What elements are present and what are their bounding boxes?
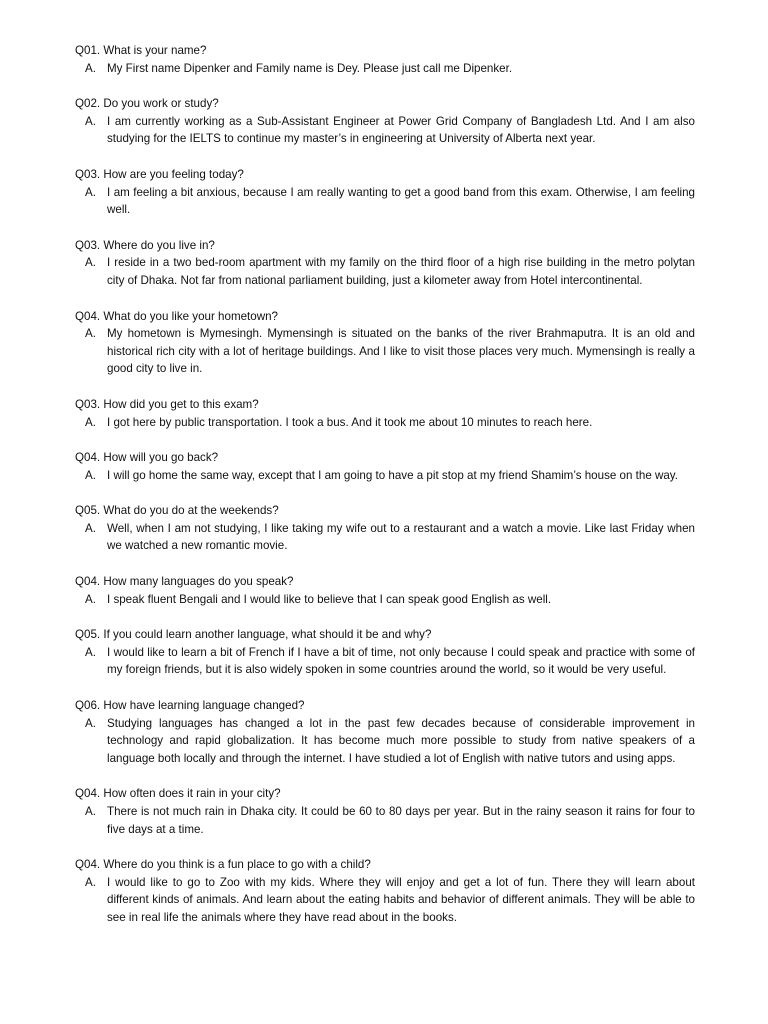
- answer-text: [75, 254, 695, 289]
- answer-body: I speak fluent Bengali and I would like to believe that I can speak good English as well.: [107, 592, 552, 606]
- answer-body: My hometown is Mymesingh. Mymensingh is situated on the banks of the river Brahmaputra. It is an old and historical rich city with a lot of heritage buildings. And I like to visit those places very much. Mymensingh is really a good city to live in.: [107, 327, 695, 376]
- qa-item: [75, 166, 695, 219]
- answer-body: I reside in a two bed-room apartment with my family on the third floor of a high rise building in the metro polytan city of Dhaka. Not far from national parliament building, just a kilometer away from Hotel intercontinental.: [107, 256, 695, 287]
- answer-text: [75, 60, 695, 78]
- answer-body: I would like to go to Zoo with my kids. Where they will enjoy and get a lot of fun. There they will learn about different kinds of animals. And learn about the eating habits and behavior of different animals. They will be able to see in real life the animals where they have read about in the books.: [107, 875, 695, 924]
- qa-item: [75, 42, 695, 77]
- answer-text: [75, 591, 695, 609]
- question-text: Q03. How did you get to this exam?: [75, 397, 259, 411]
- answer-body: Studying languages has changed a lot in the past few decades because of considerable improvement in technology and rapid globalization. It has become much more possible to study from native speakers of a language both locally and through the internet. I have studied a lot of English with native tutors and using apps.: [107, 716, 695, 765]
- question-text: Q01. What is your name?: [75, 44, 207, 57]
- question-text: Q04. What do you like your hometown?: [75, 309, 278, 323]
- answer-marker: A.: [85, 327, 96, 341]
- answer-marker: A.: [85, 114, 96, 128]
- qa-item: [75, 573, 695, 608]
- qa-item: [75, 95, 695, 148]
- answer-marker: A.: [85, 256, 96, 270]
- qa-item: [75, 697, 695, 767]
- answer-body: I would like to learn a bit of French if I have a bit of time, not only because I could speak and practice with some of my foreign friends, but it is also widely spoken in some countries around the world, so it would be very useful.: [107, 645, 695, 677]
- question-text: Q04. Where do you think is a fun place to go with a child?: [75, 858, 371, 872]
- question-text: Q05. If you could learn another language, what should it be and why?: [75, 628, 432, 642]
- answer-text: [75, 113, 695, 148]
- answer-marker: A.: [85, 61, 96, 75]
- answer-marker: A.: [85, 521, 96, 535]
- answer-marker: A.: [85, 415, 96, 429]
- answer-text: [75, 467, 695, 485]
- question-text: Q02. Do you work or study?: [75, 97, 219, 111]
- answer-marker: A.: [85, 592, 96, 606]
- answer-text: [75, 414, 695, 432]
- question-text: Q03. Where do you live in?: [75, 238, 215, 252]
- qa-item: [75, 626, 695, 679]
- question-text: Q04. How many languages do you speak?: [75, 575, 294, 589]
- answer-marker: A.: [85, 716, 96, 730]
- answer-marker: A.: [85, 185, 96, 199]
- answer-text: [75, 520, 695, 555]
- question-text: Q04. How will you go back?: [75, 451, 219, 465]
- answer-marker: A.: [85, 468, 96, 482]
- answer-body: I will go home the same way, except that I am going to have a pit stop at my friend Shamim’s house on the way.: [107, 468, 678, 482]
- qa-item: [75, 396, 695, 431]
- answer-body: Well, when I am not studying, I like taking my wife out to a restaurant and a watch a movie. Like last Friday when we watched a new romantic movie.: [107, 521, 695, 553]
- answer-text: [75, 874, 695, 927]
- answer-text: [75, 184, 695, 219]
- answer-body: I am currently working as a Sub-Assistant Engineer at Power Grid Company of Bangladesh Ltd. And I am also studying for the IELTS to continue my master’s in engineering at University of Alberta next year.: [107, 114, 695, 146]
- qa-item: [75, 856, 695, 926]
- qa-item: [75, 449, 695, 484]
- qa-item: [75, 502, 695, 555]
- answer-text: [75, 803, 695, 838]
- answer-body: My First name Dipenker and Family name is Dey. Please just call me Dipenker.: [107, 61, 513, 75]
- question-text: Q03. How are you feeling today?: [75, 167, 244, 181]
- answer-body: I got here by public transportation. I took a bus. And it took me about 10 minutes to reach here.: [107, 415, 593, 429]
- answer-body: I am feeling a bit anxious, because I am really wanting to get a good band from this exam. Otherwise, I am feeling well.: [107, 185, 695, 217]
- question-text: Q04. How often does it rain in your city?: [75, 787, 281, 801]
- question-text: Q06. How have learning language changed?: [75, 699, 305, 713]
- answer-text: [75, 644, 695, 679]
- qa-item: [75, 237, 695, 290]
- answer-text: [75, 715, 695, 768]
- answer-marker: A.: [85, 805, 96, 818]
- answer-marker: A.: [85, 645, 96, 659]
- qa-item: [75, 308, 695, 378]
- qa-list: [75, 42, 695, 945]
- qa-item: [75, 785, 695, 838]
- answer-body: There is not much rain in Dhaka city. It could be 60 to 80 days per year. But in the rainy season it rains for four to five days at a time.: [107, 805, 695, 836]
- answer-text: [75, 325, 695, 378]
- question-text: Q05. What do you do at the weekends?: [75, 504, 279, 518]
- answer-marker: A.: [85, 875, 96, 889]
